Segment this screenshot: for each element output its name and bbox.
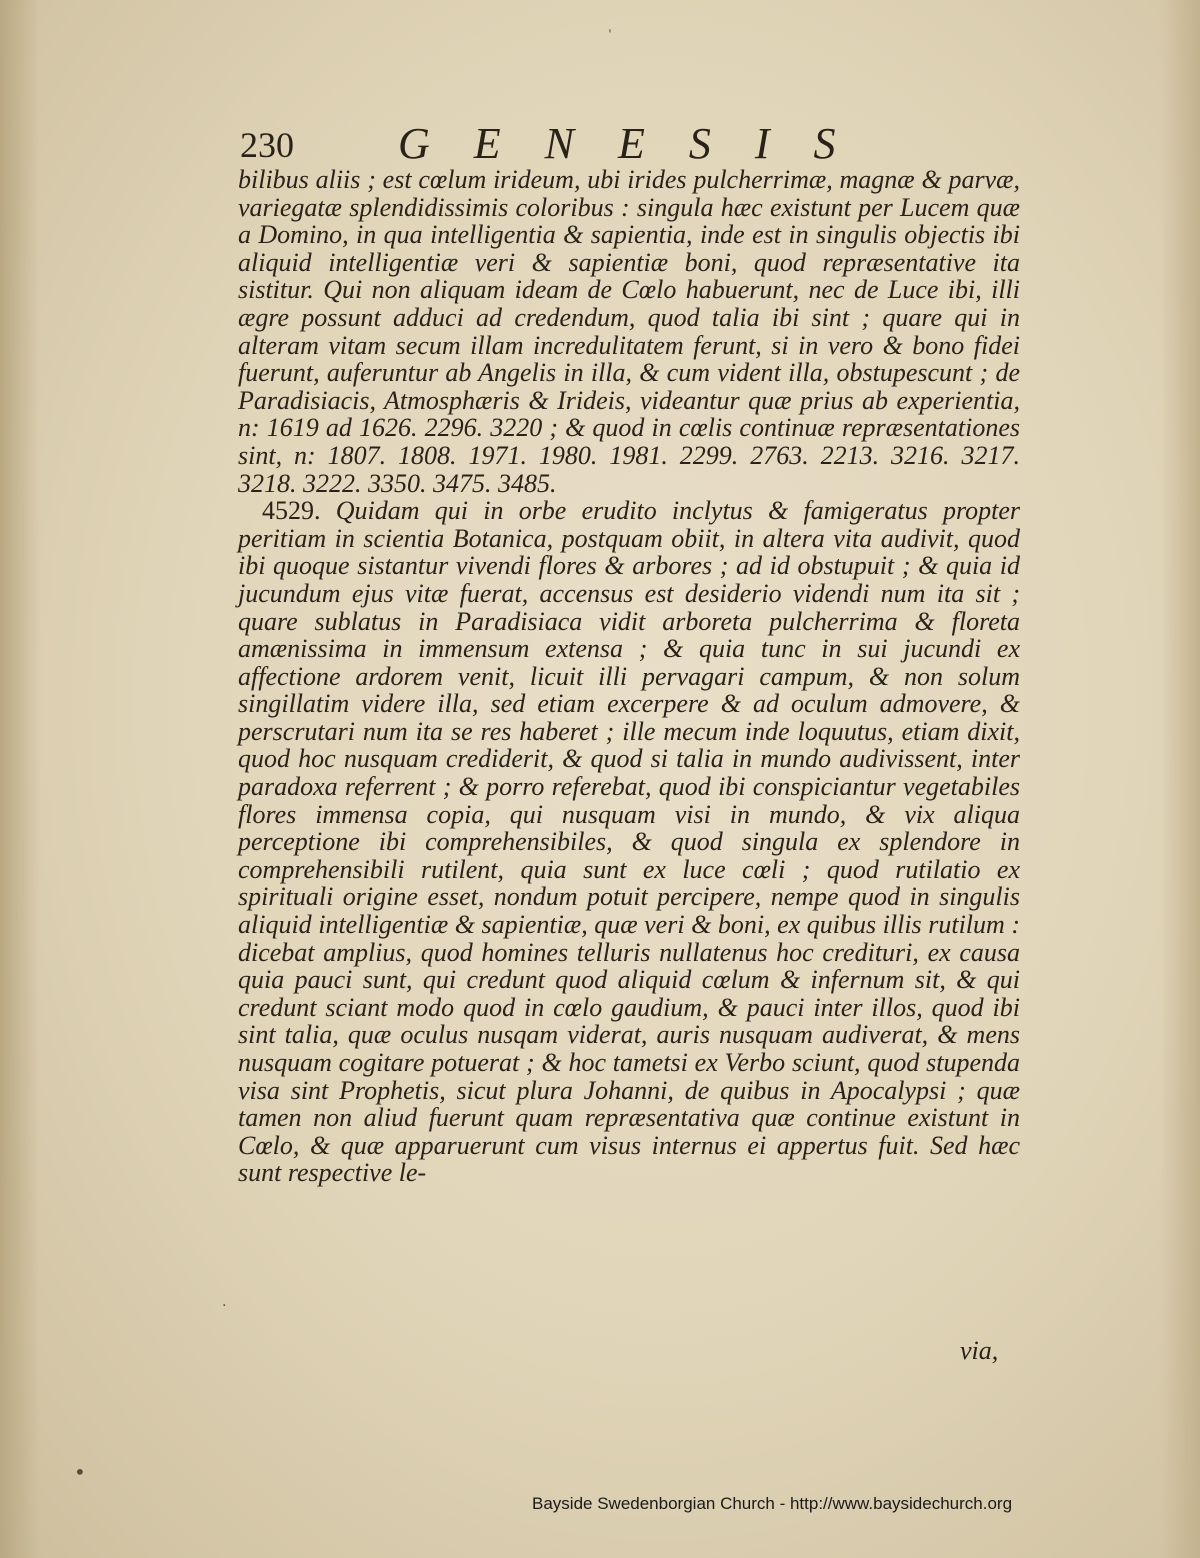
running-title: GENESIS xyxy=(398,119,880,168)
paragraph-text: Quidam qui in orbe erudito inclytus & famigeratus propter peritiam in scientia Botanica, postquam obiit, in altera vita audivit, quod ibi quoque sistantur vivendi flores & arbores ; ad id obstupuit ; & quia id jucundum ejus vitæ fuerat, accensus est desiderio videndi num ita sit ; quare sublatus in Paradisiaca vidit arboreta pulcherrima & floreta amænissima in immensum extensa ; & quia tunc in sui jucundi ex affectione ardorem venit, licuit illi pervagari campum, & non solum singillatim videre illa, sed etiam excerpere & ad oculum admovere, & perscrutari num ita se res haberet ; ille mecum inde loquutus, etiam dixit, quod hoc nusquam crediderit, & quod si talia in mundo audivissent, inter paradoxa referrent ; & porro referebat, quod ibi conspiciantur vegetabiles flores immensa copia, qui nusquam visi in mundo, & vix aliqua perceptione ibi comprehensibiles, & quod singula ex splendore in comprehensibili rutilent, quia sunt ex luce cœli ; quod rutilatio ex spirituali origine esset, nondum potuit percipere, nempe quod in singulis aliquid intelligentiæ & sapientiæ, quæ veri & boni, ex quibus illis rutilum : dicebat amplius, quod homines telluris nullatenus hoc credituri, ex causa quia pauci sunt, qui credunt quod aliquid cœlum & infernum sit, & qui credunt sciant modo quod in cœlo gaudium, & pauci inter illos, quod ibi sint talia, quæ oculus nusqam viderat, auris nusquam audiverat, & mens nusquam cogitare potuerat ; & hoc tametsi ex Verbo sciunt, quod stupenda visa sint Prophetis, sicut plura Johanni, de quibus in Apocalypsi ; quæ tamen non aliud fuerunt quam repræsentativa quæ continue existunt in Cœlo, & quæ apparuerunt cum visus internus ei appertus fuit. Sed hæc sunt respective le- xyxy=(238,496,1021,1188)
page-number: 230 xyxy=(240,125,294,165)
ink-speck: ˈ xyxy=(608,28,612,44)
footer-credit: Bayside Swedenborgian Church - http://www.baysidechurch.org xyxy=(532,1494,1013,1513)
catchword: via, xyxy=(960,1336,999,1365)
paragraph-continued: bilibus aliis ; est cœlum irideum, ubi irides pulcherrimæ, magnæ & parvæ, variegatæ splendidissimis coloribus : singula hæc existunt per Lucem quæ a Domino, in qua intelligentia & sapientia, inde est in singulis objectis ibi aliquid intelligentiæ veri & sapientiæ boni, quod repræsentative ita sistitur. Qui non aliquam ideam de Cœlo habuerunt, nec de Luce ibi, illi ægre possunt adduci ad credendum, quod talia ibi sint ; quare qui in alteram vitam secum illam incredulitatem ferunt, si in vero & bono fidei fuerunt, auferuntur ab Angelis in illa, & cum vident illa, obstupescunt ; de Paradisiacis, Atmosphæris & Irideis, videantur quæ prius ab experientia, n: 1619 ad 1626. 2296. 3220 ; & quod in cœlis continuæ repræsentationes sint, n: 1807. 1808. 1971. 1980. 1981. 2299. 2763. 2213. 3216. 3217. 3218. 3222. 3350. 3475. 3485. xyxy=(238,165,1020,498)
body-text xyxy=(238,166,1020,1187)
page-shadow-left xyxy=(0,0,40,1558)
paragraph-number: 4529. xyxy=(262,496,321,526)
ink-speck: • xyxy=(74,1460,86,1484)
paragraph-4529 xyxy=(238,497,1020,1187)
ink-speck: · xyxy=(222,1298,227,1314)
page-shadow-right xyxy=(1160,0,1200,1558)
